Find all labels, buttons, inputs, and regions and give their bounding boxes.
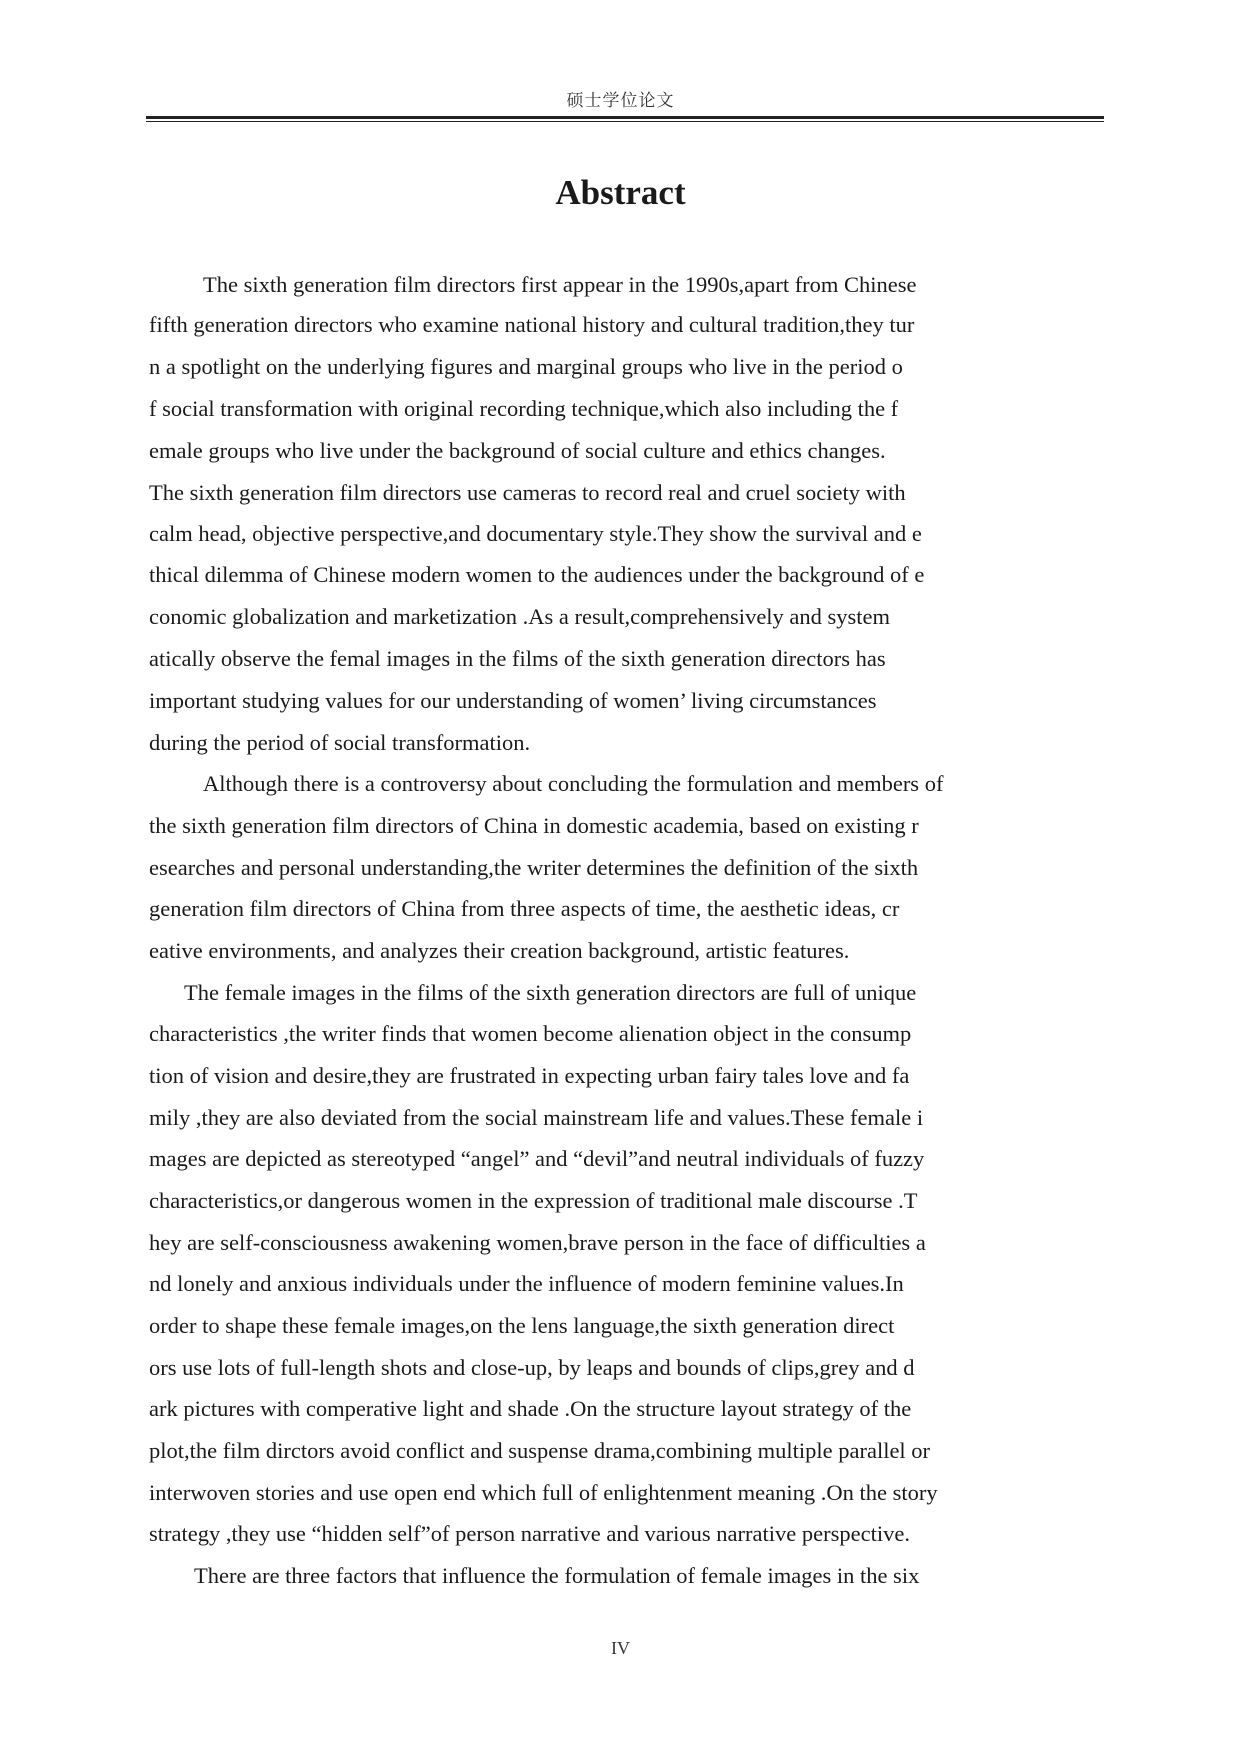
- text-line: order to shape these female images,on the lens language,the sixth generation direct: [149, 1313, 895, 1338]
- text-line: the sixth generation film directors of China in domestic academia, based on existing r: [149, 813, 919, 838]
- text-line: plot,the film dirctors avoid conflict and suspense drama,combining multiple parallel or: [149, 1438, 931, 1463]
- abstract-title: Abstract: [555, 173, 686, 212]
- text-line: fifth generation directors who examine national history and cultural tradition,they tur: [149, 312, 915, 337]
- text-line: mages are depicted as stereotyped “angel” and “devil”and neutral individuals of fuzzy: [149, 1146, 925, 1171]
- text-line: hey are self-consciousness awakening women,brave person in the face of difficulties a: [149, 1230, 926, 1255]
- text-line: thical dilemma of Chinese modern women to the audiences under the background of e: [149, 562, 925, 587]
- text-line: The sixth generation film directors use cameras to record real and cruel society with: [149, 480, 906, 505]
- text-line: There are three factors that influence the formulation of female images in the six: [194, 1563, 920, 1588]
- text-line: ors use lots of full-length shots and close-up, by leaps and bounds of clips,grey and d: [149, 1355, 915, 1380]
- text-line: ark pictures with comperative light and shade .On the structure layout strategy of the: [149, 1396, 912, 1421]
- text-line: calm head, objective perspective,and documentary style.They show the survival and e: [149, 521, 922, 546]
- text-line: characteristics,or dangerous women in the expression of traditional male discourse .T: [149, 1188, 918, 1213]
- text-line: mily ,they are also deviated from the social mainstream life and values.These female i: [149, 1105, 924, 1130]
- text-line: conomic globalization and marketization .As a result,comprehensively and system: [149, 604, 891, 629]
- text-line: The female images in the films of the sixth generation directors are full of unique: [184, 980, 917, 1005]
- text-line: esearches and personal understanding,the writer determines the definition of the sixth: [149, 855, 919, 880]
- header-rule-thin: [146, 121, 1104, 122]
- text-line: eative environments, and analyzes their creation background, artistic features.: [149, 938, 850, 963]
- text-line: The sixth generation film directors first appear in the 1990s,apart from Chinese: [203, 272, 917, 297]
- text-line: atically observe the femal images in the films of the sixth generation directors has: [149, 646, 886, 671]
- text-line: interwoven stories and use open end which full of enlightenment meaning .On the story: [149, 1480, 938, 1505]
- running-header: 硕士学位论文: [566, 91, 675, 110]
- text-line: important studying values for our understanding of women’ living circumstances: [149, 688, 877, 713]
- header-rule-thick: [146, 116, 1104, 119]
- text-line: strategy ,they use “hidden self”of person narrative and various narrative perspective.: [149, 1521, 910, 1546]
- text-line: generation film directors of China from three aspects of time, the aesthetic ideas, cr: [149, 896, 900, 921]
- text-line: during the period of social transformation.: [149, 730, 531, 755]
- text-line: tion of vision and desire,they are frustrated in expecting urban fairy tales love and fa: [149, 1063, 910, 1088]
- text-line: nd lonely and anxious individuals under the influence of modern feminine values.In: [149, 1271, 904, 1296]
- page-number: IV: [611, 1638, 630, 1658]
- text-line: characteristics ,the writer finds that women become alienation object in the consump: [149, 1021, 912, 1046]
- text-line: emale groups who live under the background of social culture and ethics changes.: [149, 438, 886, 463]
- text-line: f social transformation with original recording technique,which also including the f: [149, 396, 899, 421]
- text-line: n a spotlight on the underlying figures and marginal groups who live in the period o: [149, 354, 903, 379]
- text-line: Although there is a controversy about concluding the formulation and members of: [203, 771, 944, 796]
